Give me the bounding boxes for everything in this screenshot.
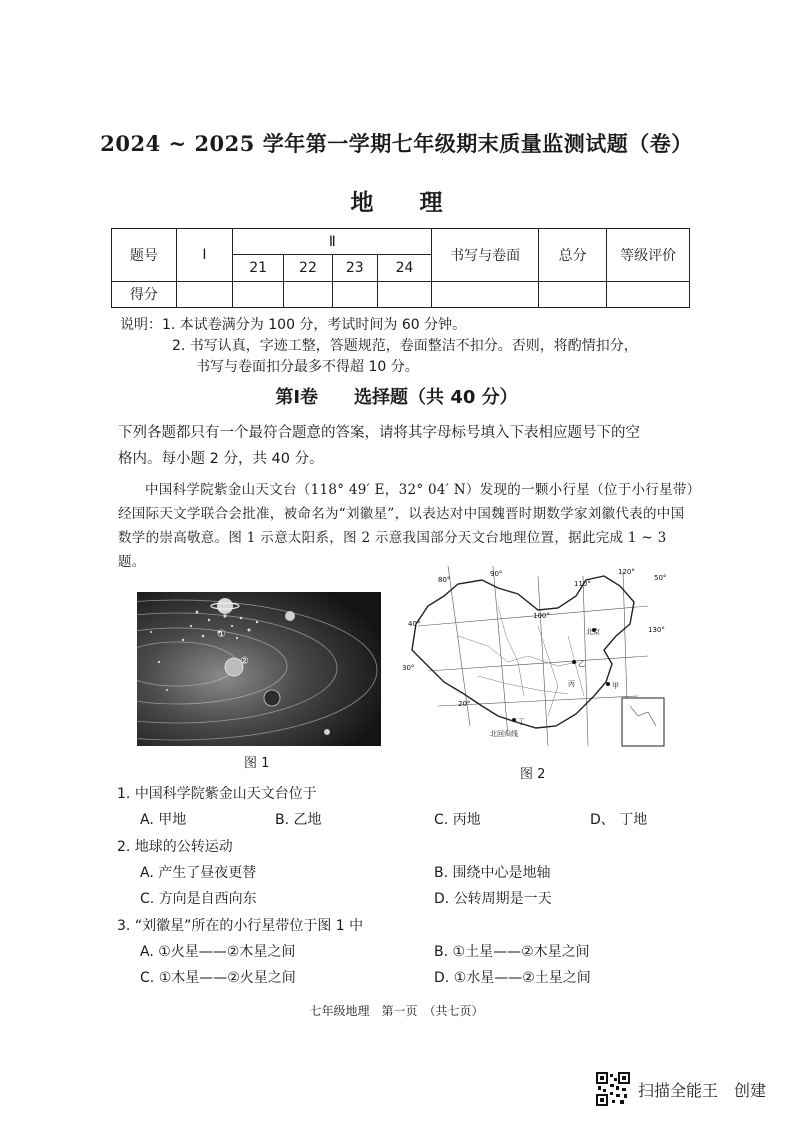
question-text: “刘徽星”所在的小行星带位于图 1 中 bbox=[134, 918, 364, 934]
section-title: 第Ⅰ卷 选择题（共 40 分） bbox=[275, 387, 518, 408]
option-letter: D. bbox=[434, 970, 450, 986]
point-marker bbox=[606, 682, 610, 686]
qr-code-icon bbox=[596, 1072, 630, 1106]
map-label-lon80: 80° bbox=[438, 576, 451, 584]
score-cell bbox=[176, 281, 233, 307]
score-cell bbox=[432, 281, 538, 307]
score-table-header-part2: Ⅱ bbox=[233, 229, 432, 255]
map-label-lat50: 50° bbox=[654, 574, 667, 582]
option-2a[interactable] bbox=[140, 862, 256, 882]
option-2d[interactable] bbox=[434, 888, 552, 908]
page-footer: 七年级地理 第一页 （共七页） bbox=[309, 1004, 484, 1018]
option-1d[interactable] bbox=[590, 809, 647, 829]
score-table-subcol: 22 bbox=[284, 255, 333, 281]
map-label-lon130: 130° bbox=[648, 626, 665, 634]
section-instruction bbox=[118, 420, 698, 472]
map-label-lon110: 110° bbox=[574, 580, 591, 588]
map-label-yi: 乙 bbox=[578, 660, 585, 668]
notes-line-1: 1. 本试卷满分为 100 分，考试时间为 60 分钟。 bbox=[162, 317, 467, 333]
option-letter: C. bbox=[434, 812, 449, 828]
option-3a[interactable] bbox=[140, 941, 295, 961]
instruction-line-1: 下列各题都只有一个最符合题意的答案，请将其字母标号填入下表相应题号下的空 bbox=[118, 425, 640, 441]
planet-saturn bbox=[217, 598, 233, 614]
score-table bbox=[111, 228, 690, 308]
option-letter: B. bbox=[434, 865, 449, 881]
option-text: 丙地 bbox=[452, 812, 481, 828]
score-table-header-question: 题号 bbox=[112, 229, 177, 282]
scanner-watermark: 扫描全能王 创建 bbox=[638, 1081, 767, 1100]
option-letter: A. bbox=[140, 812, 154, 828]
figure-1-mark-1: ① bbox=[217, 629, 226, 640]
score-table-header-writing: 书写与卷面 bbox=[432, 229, 538, 282]
map-label-lat40: 40° bbox=[408, 620, 421, 628]
score-table-row-label: 得分 bbox=[112, 281, 177, 307]
option-text: ①土星——②木星之间 bbox=[452, 944, 590, 960]
option-2c[interactable] bbox=[140, 888, 257, 908]
map-label-ding: 丁 bbox=[518, 718, 525, 726]
map-label-lon90: 90° bbox=[490, 570, 503, 578]
figure-2-caption: 图 2 bbox=[520, 767, 546, 782]
question-text: 地球的公转运动 bbox=[134, 839, 233, 855]
planet-uranus bbox=[285, 611, 295, 621]
option-1c[interactable] bbox=[434, 809, 481, 829]
score-table-subcol: 24 bbox=[377, 255, 432, 281]
option-text: ①水星——②土星之间 bbox=[453, 970, 591, 986]
option-text: 公转周期是一天 bbox=[453, 891, 552, 907]
option-letter: C. bbox=[140, 891, 155, 907]
china-outline bbox=[412, 576, 634, 728]
map-label-lat30: 30° bbox=[402, 664, 415, 672]
figure-1-caption: 图 1 bbox=[244, 756, 270, 771]
map-label-lon120: 120° bbox=[618, 568, 635, 576]
option-1a[interactable] bbox=[140, 809, 186, 829]
question-1 bbox=[117, 783, 317, 803]
question-number: 1. bbox=[117, 786, 131, 802]
figure-1-solar-system bbox=[137, 592, 381, 746]
subject-title: 地理 bbox=[350, 189, 489, 216]
map-grid bbox=[418, 566, 648, 746]
option-letter: D、 bbox=[590, 812, 615, 828]
score-cell bbox=[332, 281, 377, 307]
option-text: ①火星——②木星之间 bbox=[158, 944, 296, 960]
option-text: 围绕中心是地轴 bbox=[452, 865, 551, 881]
question-text: 中国科学院紫金山天文台位于 bbox=[134, 786, 317, 802]
figure-2-china-map bbox=[398, 566, 678, 760]
score-cell bbox=[233, 281, 284, 307]
map-label-tropic: 北回归线 bbox=[490, 730, 518, 738]
score-cell bbox=[538, 281, 607, 307]
exam-title: 2024 ~ 2025 学年第一学期七年级期末质量监测试题（卷） bbox=[100, 131, 693, 156]
notes-label: 说明： bbox=[120, 317, 162, 333]
exam-notes bbox=[120, 315, 638, 378]
option-text: ①木星——②火星之间 bbox=[158, 970, 296, 986]
score-table-header-grade: 等级评价 bbox=[607, 229, 690, 282]
planet-small bbox=[324, 729, 330, 735]
option-text: 方向是自西向东 bbox=[158, 891, 257, 907]
reading-passage: 中国科学院紫金山天文台（118° 49′ E，32° 04′ N）发现的一颗小行星（位于小行星带）经国际天文学联合会批准，被命名为“刘徽星”，以表达对中国魏晋时期数学家刘徽代表的中国数学的崇高敬意。图 1 示意太阳系，图 2 示意我国部分天文台地理位置，据此完成 1 ~ 3 题。 bbox=[118, 482, 694, 570]
south-sea-inset bbox=[622, 698, 664, 746]
option-letter: B. bbox=[275, 812, 290, 828]
option-text: 乙地 bbox=[293, 812, 322, 828]
option-3c[interactable] bbox=[140, 967, 296, 987]
option-text: 产生了昼夜更替 bbox=[158, 865, 257, 881]
option-2b[interactable] bbox=[434, 862, 551, 882]
score-table-subcol: 23 bbox=[332, 255, 377, 281]
planet-neptune bbox=[264, 690, 280, 706]
score-cell bbox=[377, 281, 432, 307]
point-marker bbox=[572, 660, 576, 664]
instruction-line-2: 格内。每小题 2 分，共 40 分。 bbox=[118, 451, 324, 467]
option-text: 丁地 bbox=[619, 812, 648, 828]
option-text: 甲地 bbox=[158, 812, 187, 828]
map-label-beijing: 北京 bbox=[586, 628, 600, 636]
notes-line-3: 书写与卷面扣分最多不得超 10 分。 bbox=[196, 359, 419, 375]
question-3 bbox=[117, 915, 363, 935]
notes-line-2: 2. 书写认真，字迹工整，答题规范，卷面整洁不扣分。否则，将酌情扣分， bbox=[172, 338, 638, 354]
point-marker bbox=[512, 718, 516, 722]
score-table-subcol: 21 bbox=[233, 255, 284, 281]
map-label-jia: 甲 bbox=[612, 682, 619, 690]
map-label-bing: 丙 bbox=[568, 680, 575, 688]
score-cell bbox=[284, 281, 333, 307]
option-1b[interactable] bbox=[275, 809, 322, 829]
question-2 bbox=[117, 836, 233, 856]
score-table-header-part1: Ⅰ bbox=[176, 229, 233, 282]
option-letter: C. bbox=[140, 970, 155, 986]
option-letter: B. bbox=[434, 944, 449, 960]
option-letter: A. bbox=[140, 865, 154, 881]
option-letter: A. bbox=[140, 944, 154, 960]
figure-1-mark-2: ② bbox=[240, 656, 249, 667]
question-number: 2. bbox=[117, 839, 131, 855]
score-cell bbox=[607, 281, 690, 307]
map-label-lon100: 100° bbox=[533, 612, 550, 620]
question-number: 3. bbox=[117, 918, 131, 934]
option-letter: D. bbox=[434, 891, 450, 907]
option-3d[interactable] bbox=[434, 967, 591, 987]
map-label-lat20: 20° bbox=[458, 700, 471, 708]
score-table-header-total: 总分 bbox=[538, 229, 607, 282]
option-3b[interactable] bbox=[434, 941, 590, 961]
